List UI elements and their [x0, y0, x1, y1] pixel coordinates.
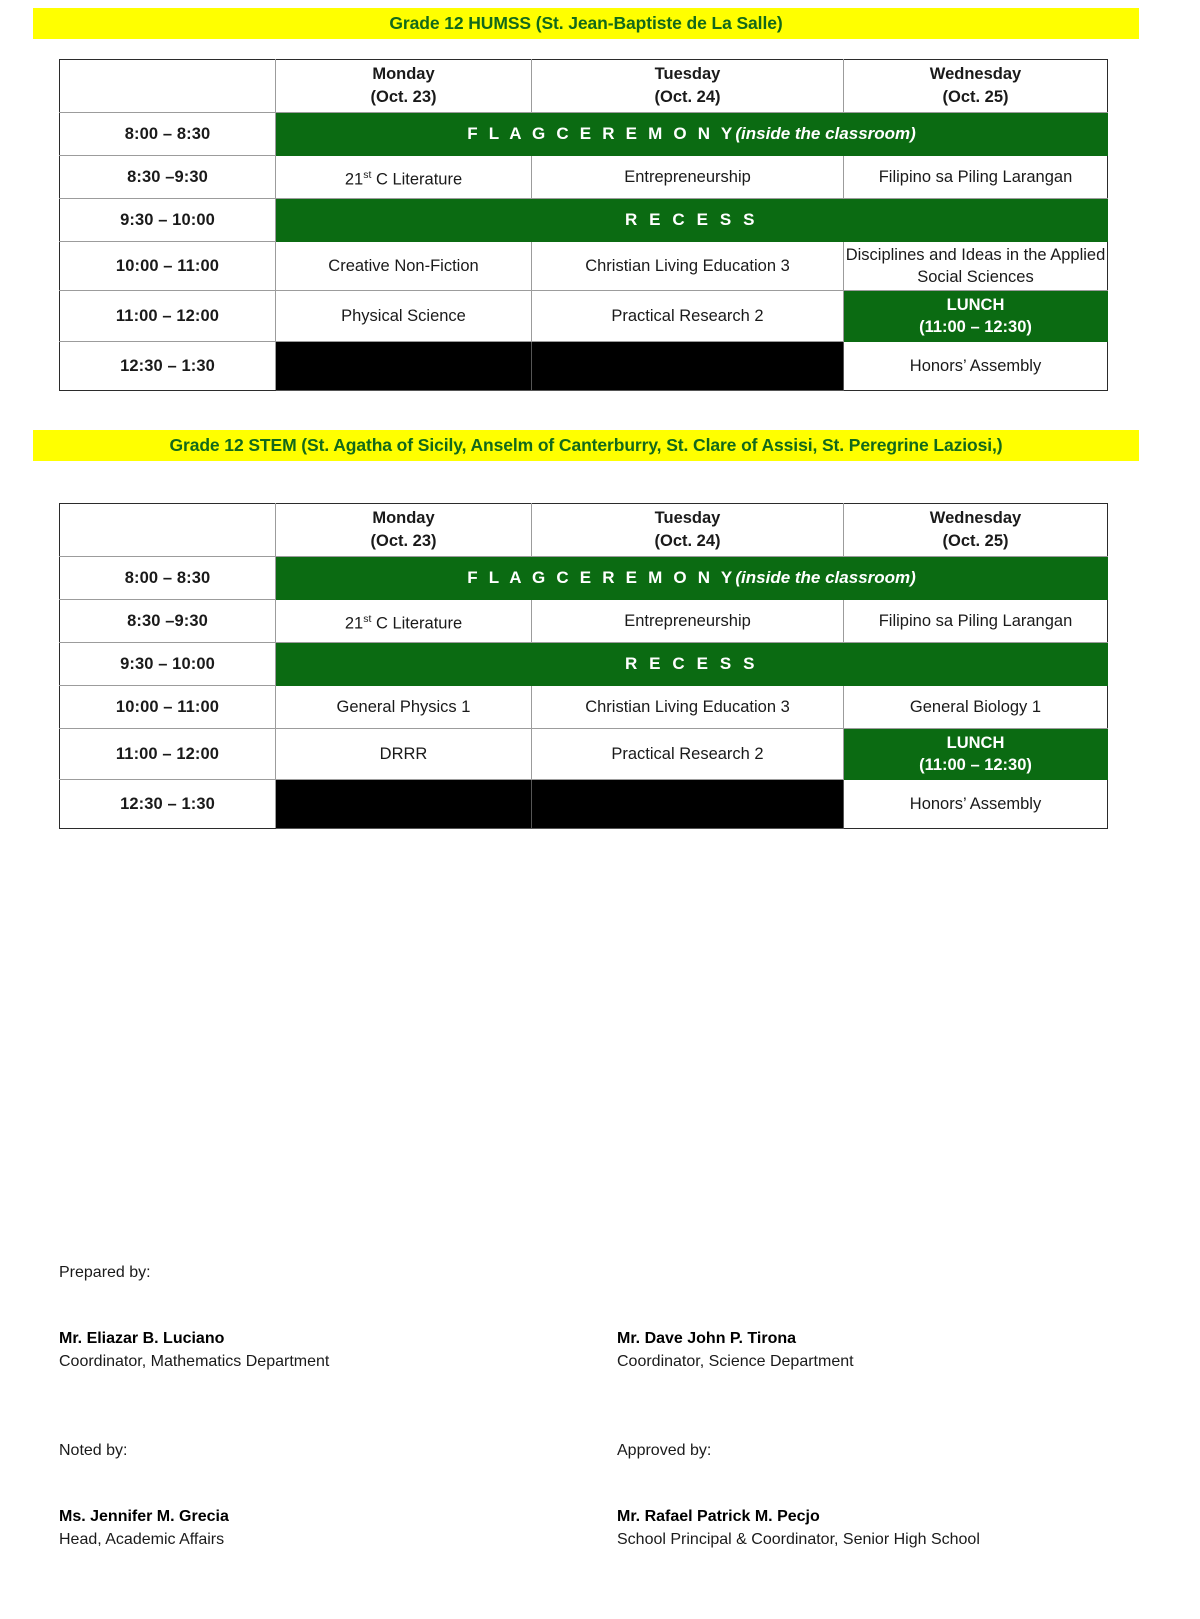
time-slot-cell: 8:00 – 8:30	[60, 113, 276, 156]
table-row	[60, 199, 1108, 242]
time-slot-cell: 12:30 – 1:30	[60, 342, 276, 391]
lunch-label: LUNCH	[946, 296, 1005, 314]
header-day-wednesday-name: Wednesday	[929, 65, 1022, 83]
time-slot-cell: 10:00 – 11:00	[60, 686, 276, 729]
blocked-fill	[276, 780, 531, 828]
schedule-table-humss	[59, 59, 1108, 391]
ordinal-suffix: st	[363, 168, 372, 181]
class-cell-monday: DRRR	[276, 729, 532, 780]
class-name-base: 21	[344, 170, 364, 189]
table-row	[60, 643, 1108, 686]
lunch-cell	[844, 291, 1108, 342]
header-day-monday-name: Monday	[372, 65, 435, 83]
lunch-time: (11:00 – 12:30)	[919, 318, 1032, 336]
table-row	[60, 557, 1108, 600]
schedule-table-stem	[59, 503, 1108, 829]
class-cell-tuesday: Entrepreneurship	[532, 600, 844, 643]
lunch-label: LUNCH	[946, 734, 1005, 752]
approved-by-name: Mr. Rafael Patrick M. Pecjo	[617, 1508, 820, 1525]
header-day-monday	[276, 504, 532, 557]
flag-ceremony-banner	[276, 557, 1108, 600]
blocked-fill	[276, 342, 531, 390]
class-cell-monday: Physical Science	[276, 291, 532, 342]
prepared-by-left-role: Coordinator, Mathematics Department	[59, 1353, 330, 1370]
header-day-wednesday	[844, 60, 1108, 113]
header-day-tuesday-date: (Oct. 24)	[654, 88, 721, 106]
lunch-cell	[844, 729, 1108, 780]
table-row	[60, 291, 1108, 342]
class-cell-wednesday: General Biology 1	[844, 686, 1108, 729]
noted-by-role: Head, Academic Affairs	[59, 1531, 225, 1548]
class-cell-monday: Creative Non-Fiction	[276, 242, 532, 291]
time-slot-cell: 10:00 – 11:00	[60, 242, 276, 291]
table-row	[60, 686, 1108, 729]
class-cell-monday: General Physics 1	[276, 686, 532, 729]
recess-banner	[276, 643, 1108, 686]
header-day-wednesday-date: (Oct. 25)	[942, 88, 1009, 106]
blocked-fill	[532, 780, 843, 828]
flag-ceremony-note: (inside the classroom)	[735, 124, 916, 143]
header-day-monday-date: (Oct. 23)	[370, 88, 437, 106]
class-cell-monday	[276, 600, 532, 643]
header-day-monday-date: (Oct. 23)	[370, 532, 437, 550]
header-day-wednesday-date: (Oct. 25)	[942, 532, 1009, 550]
header-day-tuesday-name: Tuesday	[654, 509, 721, 527]
time-slot-cell: 9:30 – 10:00	[60, 643, 276, 686]
section-title-humss	[33, 8, 1139, 39]
class-name-base: 21	[344, 614, 364, 633]
time-slot-cell: 8:30 –9:30	[60, 600, 276, 643]
table-row	[60, 600, 1108, 643]
flag-ceremony-banner	[276, 113, 1108, 156]
header-day-tuesday-date: (Oct. 24)	[654, 532, 721, 550]
recess-label: R E C E S S	[624, 654, 759, 673]
class-cell-tuesday: Christian Living Education 3	[532, 242, 844, 291]
class-cell-tuesday: Practical Research 2	[532, 729, 844, 780]
class-cell-tuesday: Entrepreneurship	[532, 156, 844, 199]
blocked-cell-tuesday	[532, 780, 844, 829]
table-row	[60, 156, 1108, 199]
time-slot-cell: 8:00 – 8:30	[60, 557, 276, 600]
blocked-cell-monday	[276, 780, 532, 829]
table-row	[60, 342, 1108, 391]
header-day-monday	[276, 60, 532, 113]
blocked-cell-tuesday	[532, 342, 844, 391]
table-header-row	[60, 504, 1108, 557]
lunch-time: (11:00 – 12:30)	[919, 756, 1032, 774]
class-cell-tuesday: Christian Living Education 3	[532, 686, 844, 729]
header-day-tuesday	[532, 504, 844, 557]
header-day-wednesday	[844, 504, 1108, 557]
approved-by-role: School Principal & Coordinator, Senior High School	[617, 1531, 980, 1548]
class-cell-tuesday: Practical Research 2	[532, 291, 844, 342]
header-blank-cell	[60, 60, 276, 113]
prepared-by-right-name: Mr. Dave John P. Tirona	[617, 1330, 797, 1347]
recess-banner	[276, 199, 1108, 242]
section-title-stem	[33, 430, 1139, 461]
class-cell-monday	[276, 156, 532, 199]
time-slot-cell: 8:30 –9:30	[60, 156, 276, 199]
header-day-tuesday	[532, 60, 844, 113]
section-title-stem-text: Grade 12 STEM (St. Agatha of Sicily, Anselm of Canterburry, St. Clare of Assisi, St. Peregrine Laziosi,)	[33, 430, 1139, 461]
class-cell-wednesday: Honors’ Assembly	[844, 780, 1108, 829]
recess-label: R E C E S S	[624, 210, 759, 229]
class-cell-wednesday: Honors’ Assembly	[844, 342, 1108, 391]
table-row	[60, 113, 1108, 156]
header-blank-cell	[60, 504, 276, 557]
blocked-cell-monday	[276, 342, 532, 391]
table-header-row	[60, 60, 1108, 113]
class-cell-wednesday: Filipino sa Piling Larangan	[844, 156, 1108, 199]
time-slot-cell: 11:00 – 12:00	[60, 729, 276, 780]
time-slot-cell: 9:30 – 10:00	[60, 199, 276, 242]
flag-ceremony-label: F L A G C E R E M O N Y	[467, 568, 736, 587]
header-day-tuesday-name: Tuesday	[654, 65, 721, 83]
section-title-humss-text: Grade 12 HUMSS (St. Jean-Baptiste de La Salle)	[33, 8, 1139, 39]
blocked-fill	[532, 342, 843, 390]
class-cell-wednesday: Disciplines and Ideas in the Applied Social Sciences	[844, 242, 1108, 291]
flag-ceremony-label: F L A G C E R E M O N Y	[467, 124, 736, 143]
prepared-by-label: Prepared by:	[59, 1264, 151, 1281]
flag-ceremony-note: (inside the classroom)	[735, 568, 916, 587]
class-name-rest: C Literature	[371, 614, 463, 633]
time-slot-cell: 12:30 – 1:30	[60, 780, 276, 829]
approved-by-label: Approved by:	[617, 1442, 712, 1459]
prepared-by-left-name: Mr. Eliazar B. Luciano	[59, 1330, 225, 1347]
table-row	[60, 729, 1108, 780]
ordinal-suffix: st	[363, 612, 372, 625]
header-day-wednesday-name: Wednesday	[929, 509, 1022, 527]
prepared-by-right-role: Coordinator, Science Department	[617, 1353, 854, 1370]
header-day-monday-name: Monday	[372, 509, 435, 527]
table-row	[60, 780, 1108, 829]
class-name-rest: C Literature	[371, 170, 463, 189]
noted-by-name: Ms. Jennifer M. Grecia	[59, 1508, 229, 1525]
noted-by-label: Noted by:	[59, 1442, 128, 1459]
time-slot-cell: 11:00 – 12:00	[60, 291, 276, 342]
class-cell-wednesday: Filipino sa Piling Larangan	[844, 600, 1108, 643]
table-row	[60, 242, 1108, 291]
